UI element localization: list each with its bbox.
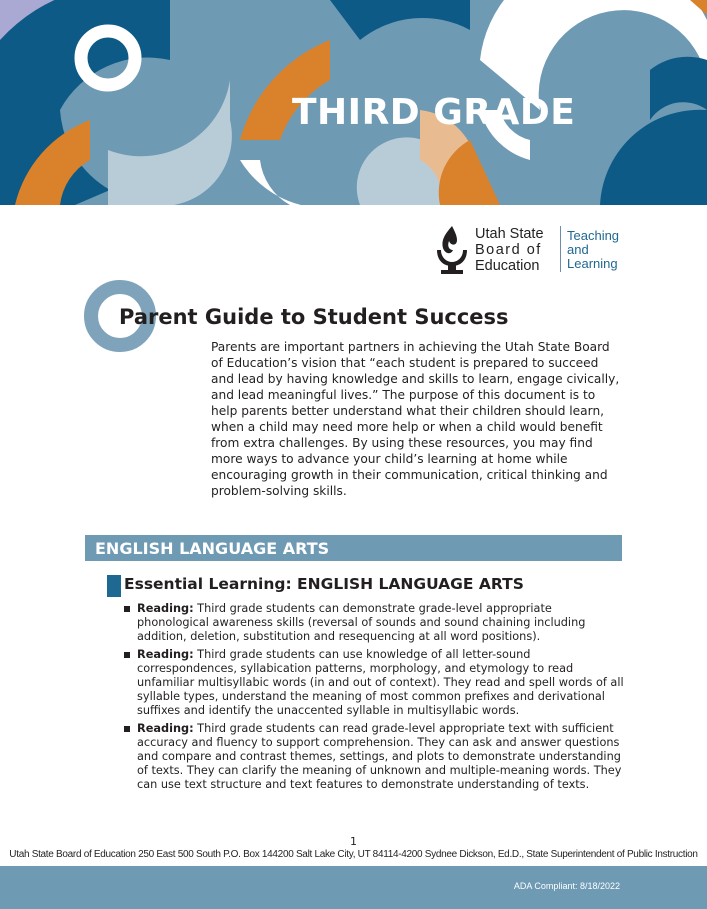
square-bullet-icon <box>124 606 130 612</box>
flame-torch-icon <box>433 224 471 276</box>
logo-org-line: Board of <box>475 242 542 258</box>
square-bullet-icon <box>124 652 130 658</box>
logo-divider <box>560 226 561 272</box>
ada-compliance: ADA Compliant: 8/18/2022 <box>513 881 620 891</box>
page-title: Parent Guide to Student Success <box>119 305 509 329</box>
essential-learning-list <box>122 602 624 796</box>
usbe-logo <box>433 224 633 276</box>
item-text: Third grade students can demonstrate grade-level appropriate phonological awareness skills (reversal of sounds and sound chaining including addition, deletion, substitution and resequencing at all word positions). <box>137 602 586 643</box>
header-banner <box>0 0 707 205</box>
logo-dept-name <box>567 229 619 271</box>
item-text: Third grade students can read grade-level appropriate text with sufficient accuracy and fluency to support comprehension. They can ask and answer questions and compare and contrast themes, settings, and plots to demonstrate understanding of texts. They can clarify the meaning of unknown and multiple-meaning words. They can use text structure and text features to demonstrate understanding of texts. <box>137 722 622 791</box>
list-item <box>122 648 624 718</box>
item-text: Third grade students can use knowledge of all letter-sound correspondences, syllabication patterns, morphology, and etymology to read unfamiliar multisyllabic words (in and out of context). They read and spell words of all syllable types, understand the meaning of most common prefixes and derivational suffixes and identify the unaccented syllable in multisyllabic words. <box>137 648 624 717</box>
page-number: 1 <box>350 835 357 848</box>
intro-paragraph: Parents are important partners in achieving the Utah State Board of Education’s vision that “each student is prepared to succeed and lead by having knowledge and skills to learn, engage civically, and lead meaningful lives.” The purpose of this document is to help parents better understand what their children should learn, when a child may need more help or when a child would benefit from extra challenges. By using these resources, you may find more ways to advance your child’s learning at home while encouraging growth in their communication, critical thinking and problem-solving skills. <box>211 340 620 498</box>
list-item <box>122 602 624 644</box>
heading-marker <box>107 575 121 597</box>
essential-learning-title: Essential Learning: ENGLISH LANGUAGE ARTS <box>124 575 524 593</box>
section-heading: ENGLISH LANGUAGE ARTS <box>95 539 330 558</box>
logo-org-name <box>475 226 559 274</box>
logo-dept-line: Teaching <box>567 228 620 243</box>
logo-dept-line: Learning <box>567 256 618 271</box>
item-label: Reading: <box>137 602 194 615</box>
contact-line: Utah State Board of Education 250 East 500 South P.O. Box 144200 Salt Lake City, UT 84114-4200 Sydnee Dickson, Ed.D., State Superintendent of Public Instruction <box>9 849 698 860</box>
logo-org-line: Education <box>475 258 540 274</box>
grade-title: THIRD GRADE <box>292 92 576 133</box>
logo-org-line: Utah State <box>475 226 544 242</box>
footer-bar <box>0 866 707 909</box>
list-item <box>122 722 624 792</box>
logo-dept-line: and <box>567 242 589 257</box>
square-bullet-icon <box>124 726 130 732</box>
section-header <box>85 535 622 561</box>
item-label: Reading: <box>137 648 194 661</box>
item-label: Reading: <box>137 722 194 735</box>
